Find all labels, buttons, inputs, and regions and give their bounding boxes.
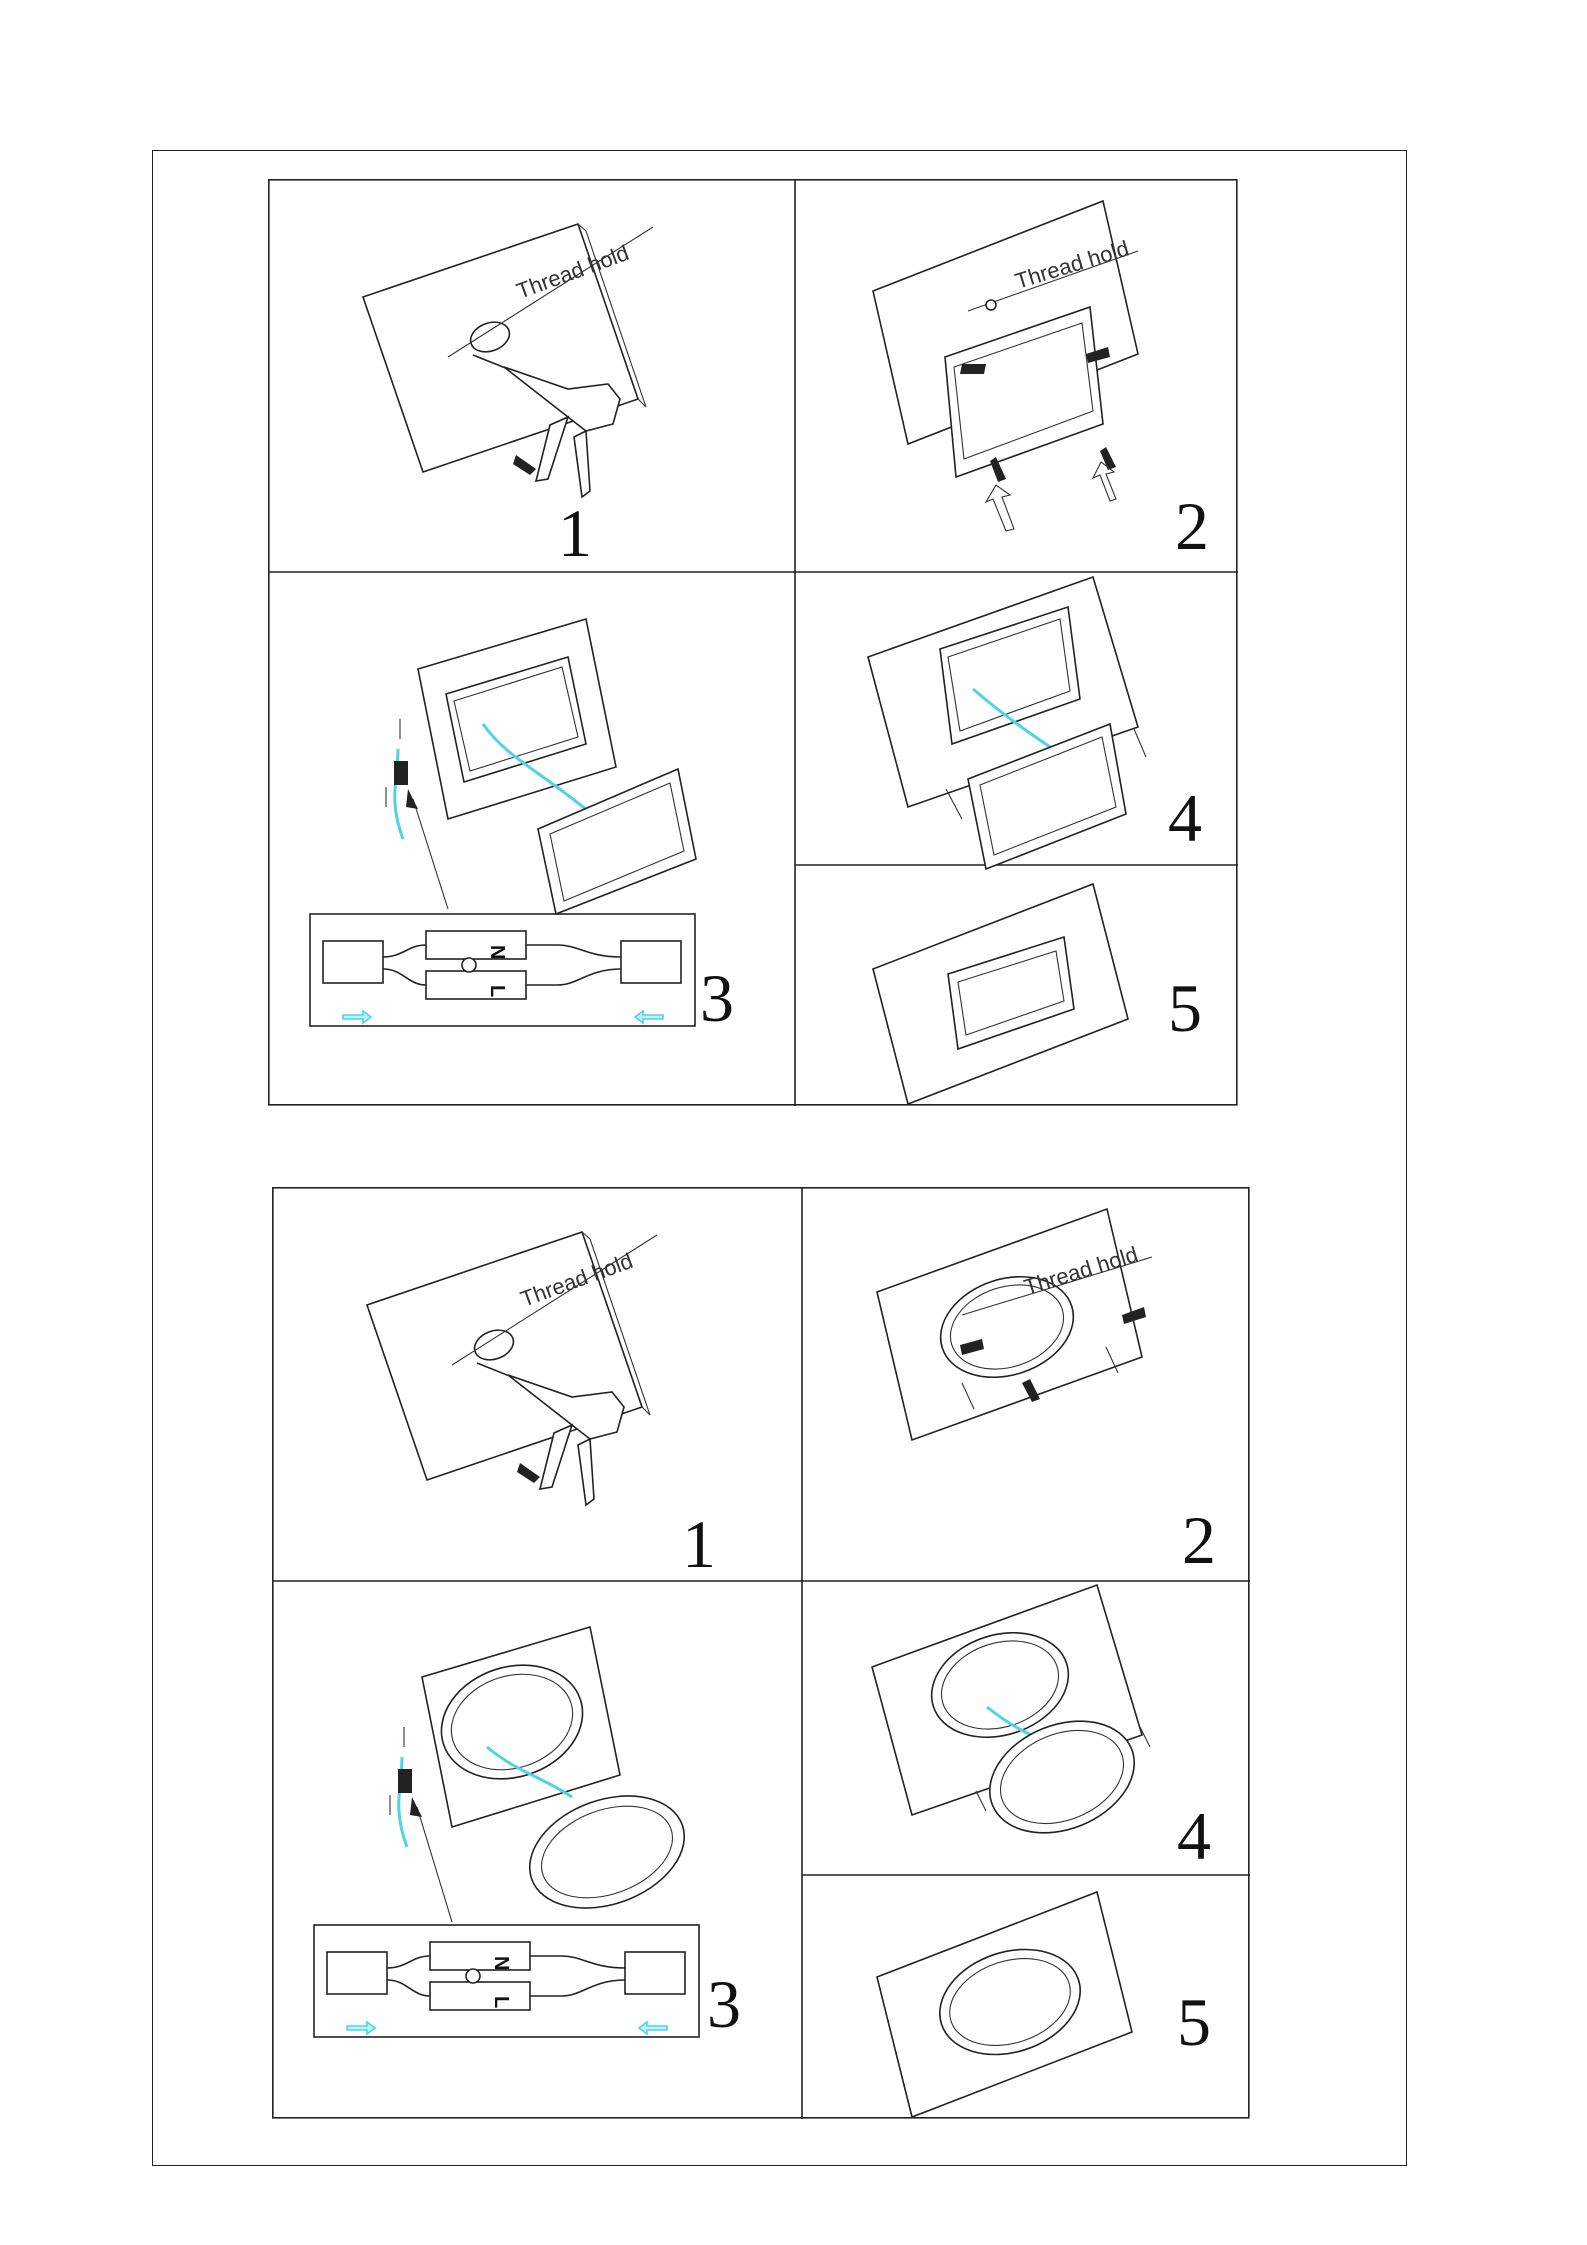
callout-arrow xyxy=(417,1807,452,1922)
connector-icon xyxy=(394,761,408,785)
screw-icon xyxy=(1100,447,1116,470)
round-fixture-sheet xyxy=(272,1187,1250,2119)
terminal-n xyxy=(430,1942,530,1970)
arrow-right-icon xyxy=(343,1011,371,1023)
step-number: 3 xyxy=(707,1966,741,2042)
live-label: L xyxy=(486,985,508,998)
step-number: 4 xyxy=(1177,1798,1211,1874)
thread-hold-label: Thread hold xyxy=(1012,235,1132,294)
neutral-label: N xyxy=(486,945,508,960)
neutral-label: N xyxy=(490,1956,512,1971)
wiring-diagram xyxy=(314,1925,699,2037)
thread-hold-label: Thread hold xyxy=(513,240,633,304)
terminal-l xyxy=(426,971,526,999)
step-1-drilling xyxy=(367,1232,716,1582)
step-number: 2 xyxy=(1175,488,1209,564)
thread-hold-label: Thread hold xyxy=(1021,1241,1141,1300)
fixture-block xyxy=(327,1952,387,1994)
supply-block xyxy=(625,1952,685,1994)
terminal-l xyxy=(430,1982,530,2010)
step-4-attach-panel xyxy=(868,577,1202,869)
step-3-wiring xyxy=(314,1627,741,2042)
arrow-up-icon xyxy=(976,1791,986,1811)
step-number: 1 xyxy=(682,1506,716,1582)
step-3-wiring xyxy=(310,619,734,1036)
step-number: 3 xyxy=(700,960,734,1036)
arrow-left-icon xyxy=(635,1011,663,1023)
connector-icon xyxy=(398,1769,412,1793)
step-2-mounting xyxy=(873,201,1209,564)
square-fixture-sheet xyxy=(268,179,1238,1106)
step-5-complete xyxy=(873,884,1202,1104)
thread-hold-label: Thread hold xyxy=(517,1248,637,1312)
terminal-n xyxy=(426,931,526,959)
step-1-drilling xyxy=(363,224,653,571)
step-5-complete xyxy=(877,1892,1211,2117)
fixture-block xyxy=(323,941,383,983)
step-4-attach-panel xyxy=(872,1585,1211,1874)
live-label: L xyxy=(490,1996,512,2009)
step-2-mounting xyxy=(877,1209,1216,1578)
step-number: 5 xyxy=(1168,970,1202,1046)
step-number: 5 xyxy=(1177,1984,1211,2060)
arrow-up-icon xyxy=(1134,729,1146,757)
arrow-up-icon xyxy=(986,485,1014,531)
screw-icon xyxy=(960,364,986,374)
step-number: 4 xyxy=(1168,780,1202,856)
hole-icon xyxy=(986,300,996,310)
step-number: 1 xyxy=(558,495,592,571)
wiring-diagram xyxy=(310,914,695,1026)
arrow-left-icon xyxy=(639,2022,667,2034)
arrow-up-icon xyxy=(946,789,962,819)
callout-arrow xyxy=(413,799,448,909)
step-number: 2 xyxy=(1182,1502,1216,1578)
arrow-right-icon xyxy=(347,2022,375,2034)
supply-block xyxy=(621,941,681,983)
